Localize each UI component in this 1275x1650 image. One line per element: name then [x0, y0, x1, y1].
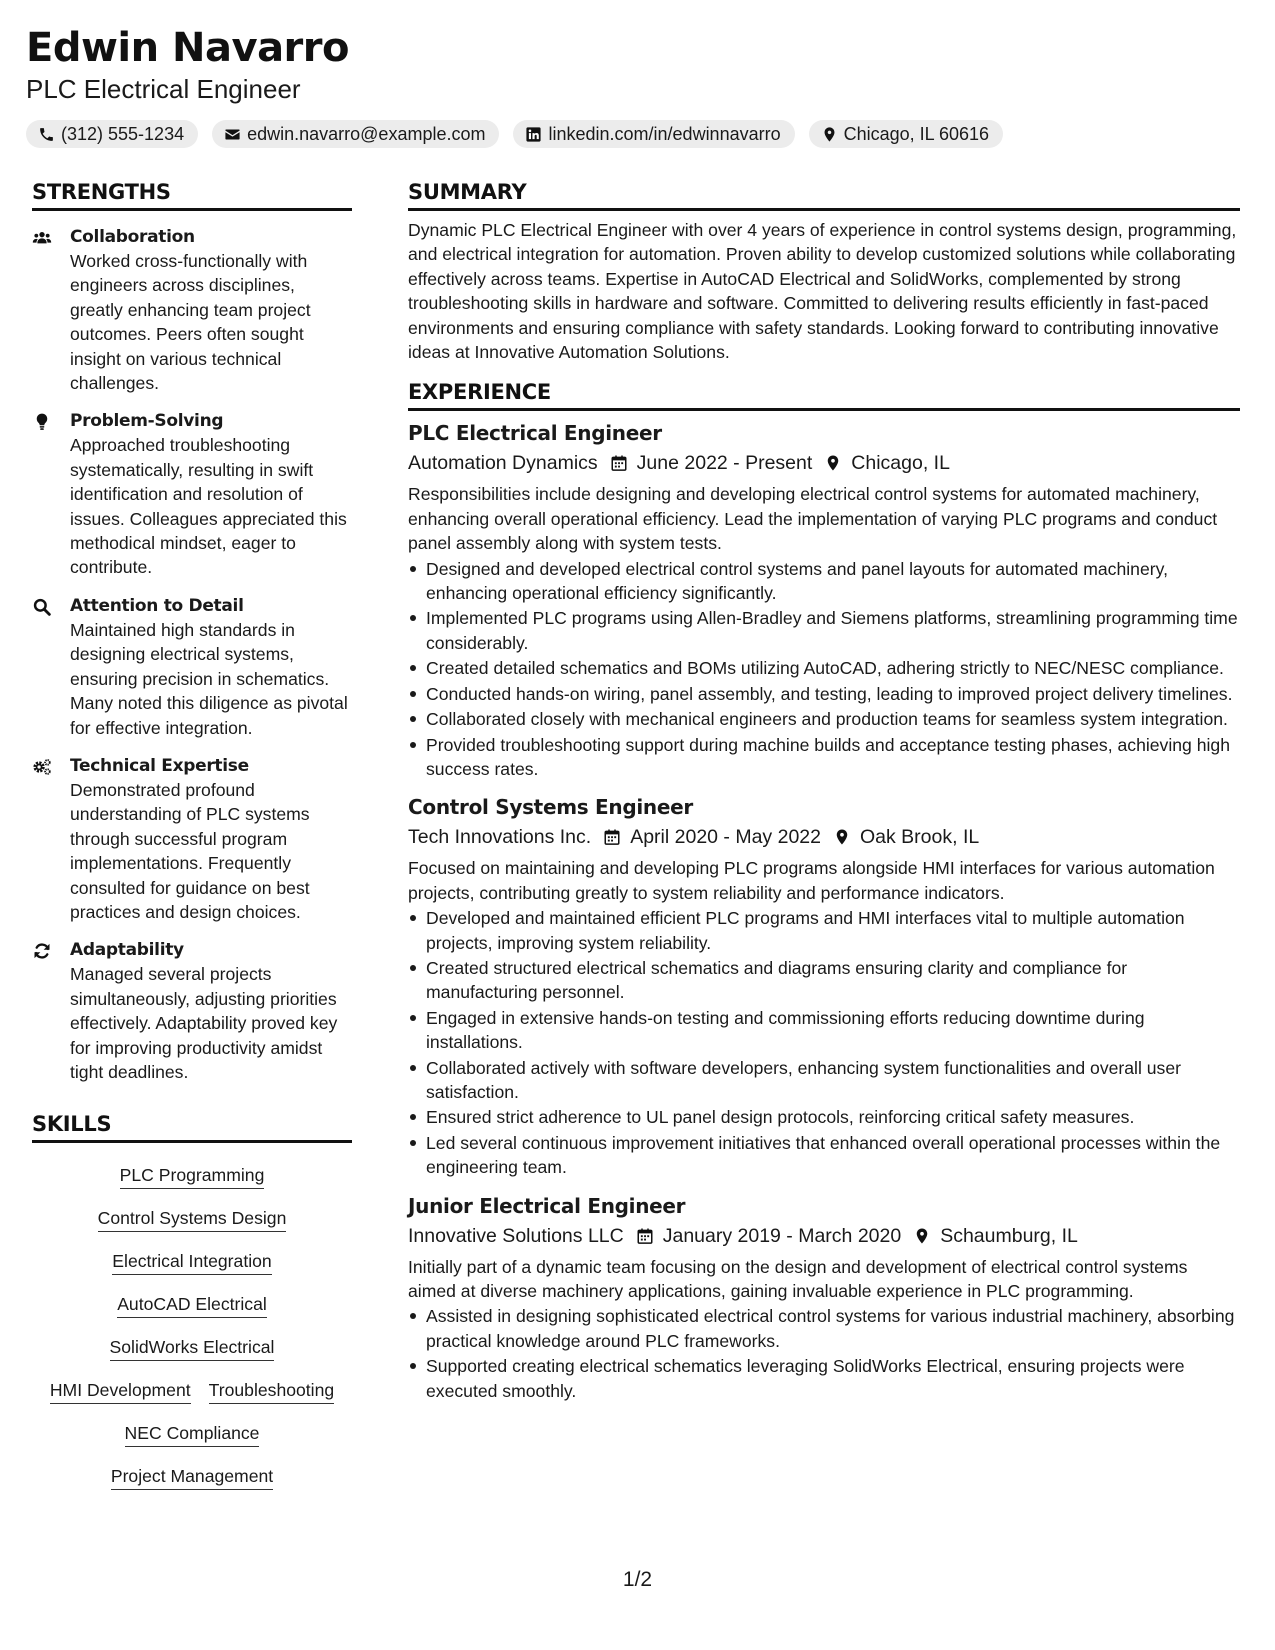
summary-heading: SUMMARY	[408, 178, 1240, 211]
strength-title: Collaboration	[70, 227, 195, 247]
bullet-item: Developed and maintained efficient PLC programs and HMI interfaces vital to multiple automation projects, improving system reliability.	[408, 906, 1240, 955]
job-meta	[408, 1222, 1240, 1250]
strength-item	[32, 938, 352, 1084]
strength-item	[32, 594, 352, 740]
bullet-item: Collaborated closely with mechanical engineers and production teams for seamless system integration.	[408, 707, 1240, 731]
phone-text: (312) 555-1234	[61, 124, 185, 144]
strength-desc: Worked cross-functionally with engineers across disciplines, greatly enhancing team project outcomes. Peers often sought insight on various technical challenges.	[70, 251, 311, 394]
contact-bar	[26, 120, 1246, 148]
skill-tag: NEC Compliance	[125, 1421, 260, 1447]
strength-title: Problem-Solving	[70, 411, 224, 432]
map-pin-icon	[824, 454, 842, 472]
strength-title: Technical Expertise	[70, 755, 249, 776]
job-dates: January 2019 - March 2020	[662, 1224, 902, 1247]
job-location: Schaumburg, IL	[940, 1224, 1078, 1247]
job-title: PLC Electrical Engineer	[408, 421, 662, 446]
linkedin-icon	[525, 126, 542, 143]
skill-tag: Electrical Integration	[112, 1249, 271, 1275]
strength-title: Attention to Detail	[70, 595, 244, 616]
calendar-icon	[603, 828, 621, 846]
candidate-title: PLC Electrical Engineer	[26, 74, 301, 104]
skill-tag: Project Management	[111, 1464, 273, 1490]
linkedin-text: linkedin.com/in/edwinnavarro	[548, 124, 781, 144]
strength-desc: Managed several projects simultaneously, adjusting priorities effectively. Adaptability proved key for improving productivity amidst tight deadlines.	[70, 964, 338, 1082]
phone-icon	[38, 126, 55, 143]
job-entry	[408, 419, 1240, 781]
page-number: 1/2	[622, 1568, 653, 1591]
job-bullets	[408, 906, 1240, 1179]
calendar-icon	[610, 454, 628, 472]
left-column	[32, 178, 352, 1490]
resume-header	[26, 22, 1246, 148]
map-pin-icon	[913, 1227, 931, 1245]
candidate-name: Edwin Navarro	[26, 25, 349, 71]
strength-title: Adaptability	[70, 940, 184, 961]
bullet-item: Engaged in extensive hands-on testing and commissioning efforts reducing downtime during installations.	[408, 1006, 1240, 1055]
skill-tag: PLC Programming	[120, 1163, 265, 1189]
map-pin-icon	[821, 126, 838, 143]
bullet-item: Created detailed schematics and BOMs utilizing AutoCAD, adhering strictly to NEC/NESC compliance.	[408, 656, 1240, 680]
job-company: Automation Dynamics	[408, 452, 598, 475]
job-bullets	[408, 1304, 1240, 1403]
strength-item	[32, 409, 352, 579]
email-text: edwin.navarro@example.com	[247, 124, 486, 144]
bullet-item: Assisted in designing sophisticated electrical control systems for various industrial machinery, absorbing practical knowledge around PLC frameworks.	[408, 1304, 1240, 1353]
envelope-icon	[224, 126, 241, 143]
job-title: Control Systems Engineer	[408, 795, 693, 820]
strength-item	[32, 754, 352, 924]
job-description: Focused on maintaining and developing PLC programs alongside HMI interfaces for various automation projects, contributing greatly to system reliability and performance indicators.	[408, 858, 1215, 903]
bullet-item: Supported creating electrical schematics leveraging SolidWorks Electrical, ensuring projects were executed smoothly.	[408, 1354, 1240, 1403]
job-meta	[408, 823, 1240, 851]
strength-desc: Approached troubleshooting systematically, resulting in swift identification and resolution of issues. Colleagues appreciated this methodical mindset, eager to contribute.	[70, 435, 347, 578]
job-dates: June 2022 - Present	[636, 452, 813, 475]
users-icon	[32, 228, 52, 248]
contact-linkedin[interactable]	[513, 120, 794, 148]
job-company: Tech Innovations Inc.	[408, 826, 592, 849]
right-column	[408, 178, 1240, 1403]
lightbulb-icon	[32, 412, 52, 432]
strength-desc: Demonstrated profound understanding of PLC systems through successful program implementations. Frequently consulted for guidance on best practices and design choices.	[70, 779, 310, 922]
contact-email[interactable]	[212, 120, 499, 148]
sync-icon	[32, 941, 52, 961]
skills-heading: SKILLS	[32, 1110, 352, 1143]
skill-tag: Control Systems Design	[98, 1206, 287, 1232]
strengths-heading: STRENGTHS	[32, 178, 352, 211]
bullet-item: Designed and developed electrical control systems and panel layouts for automated machinery, enhancing operational efficiency significantly.	[408, 557, 1240, 606]
job-title: Junior Electrical Engineer	[408, 1193, 686, 1218]
strength-item	[32, 225, 352, 395]
bullet-item: Implemented PLC programs using Allen-Bradley and Siemens platforms, streamlining programming time considerably.	[408, 606, 1240, 655]
skill-tag: HMI Development	[50, 1378, 191, 1404]
map-pin-icon	[833, 828, 851, 846]
job-meta	[408, 449, 1240, 477]
bullet-item: Created structured electrical schematics and diagrams ensuring clarity and compliance for manufacturing personnel.	[408, 956, 1240, 1005]
bullet-item: Collaborated actively with software developers, enhancing system functionalities and overall user satisfaction.	[408, 1056, 1240, 1105]
skill-tag: Troubleshooting	[209, 1378, 335, 1404]
search-icon	[32, 597, 52, 617]
job-entry	[408, 1192, 1240, 1403]
job-location: Chicago, IL	[851, 452, 950, 475]
skill-tag: AutoCAD Electrical	[117, 1292, 267, 1318]
job-entry	[408, 793, 1240, 1179]
location-text: Chicago, IL 60616	[843, 124, 990, 144]
job-company: Innovative Solutions LLC	[408, 1224, 624, 1247]
experience-heading: EXPERIENCE	[408, 378, 1240, 411]
bullet-item: Provided troubleshooting support during machine builds and acceptance testing phases, achieving high success rates.	[408, 733, 1240, 782]
contact-location[interactable]	[809, 120, 1003, 148]
job-description: Responsibilities include designing and developing electrical control systems for automated machinery, enhancing overall operational efficiency. Lead the implementation of varying PLC programs and conduct panel assembly along with system tests.	[408, 484, 1218, 554]
skills-list	[32, 1163, 352, 1490]
summary-text: Dynamic PLC Electrical Engineer with over 4 years of experience in control systems design, programming, and electrical integration for automation. Proven ability to develop customized solutions while collaborating effectively across teams. Expertise in AutoCAD Electrical and SolidWorks, complemented by strong troubleshooting skills in hardware and software. Committed to delivering results efficiently in fast-paced environments and ensuring compliance with safety standards. Looking forward to contributing innovative ideas at Innovative Automation Solutions.	[408, 220, 1237, 363]
job-description: Initially part of a dynamic team focusing on the design and development of electrical control systems aimed at diverse machinery applications, gaining invaluable experience in PLC programming.	[408, 1256, 1188, 1301]
calendar-icon	[636, 1227, 654, 1245]
gears-icon	[32, 757, 52, 777]
contact-phone[interactable]	[26, 120, 198, 148]
job-location: Oak Brook, IL	[859, 826, 980, 849]
strength-desc: Maintained high standards in designing electrical systems, ensuring precision in schematics. Many noted this diligence as pivotal for effective integration.	[70, 619, 348, 738]
job-bullets	[408, 557, 1240, 782]
bullet-item: Led several continuous improvement initiatives that enhanced overall operational processes within the engineering team.	[408, 1131, 1240, 1180]
skill-tag: SolidWorks Electrical	[110, 1335, 275, 1361]
bullet-item: Ensured strict adherence to UL panel design protocols, reinforcing critical safety measures.	[408, 1105, 1240, 1129]
job-dates: April 2020 - May 2022	[630, 826, 821, 849]
bullet-item: Conducted hands-on wiring, panel assembly, and testing, leading to improved project delivery timelines.	[408, 682, 1240, 706]
